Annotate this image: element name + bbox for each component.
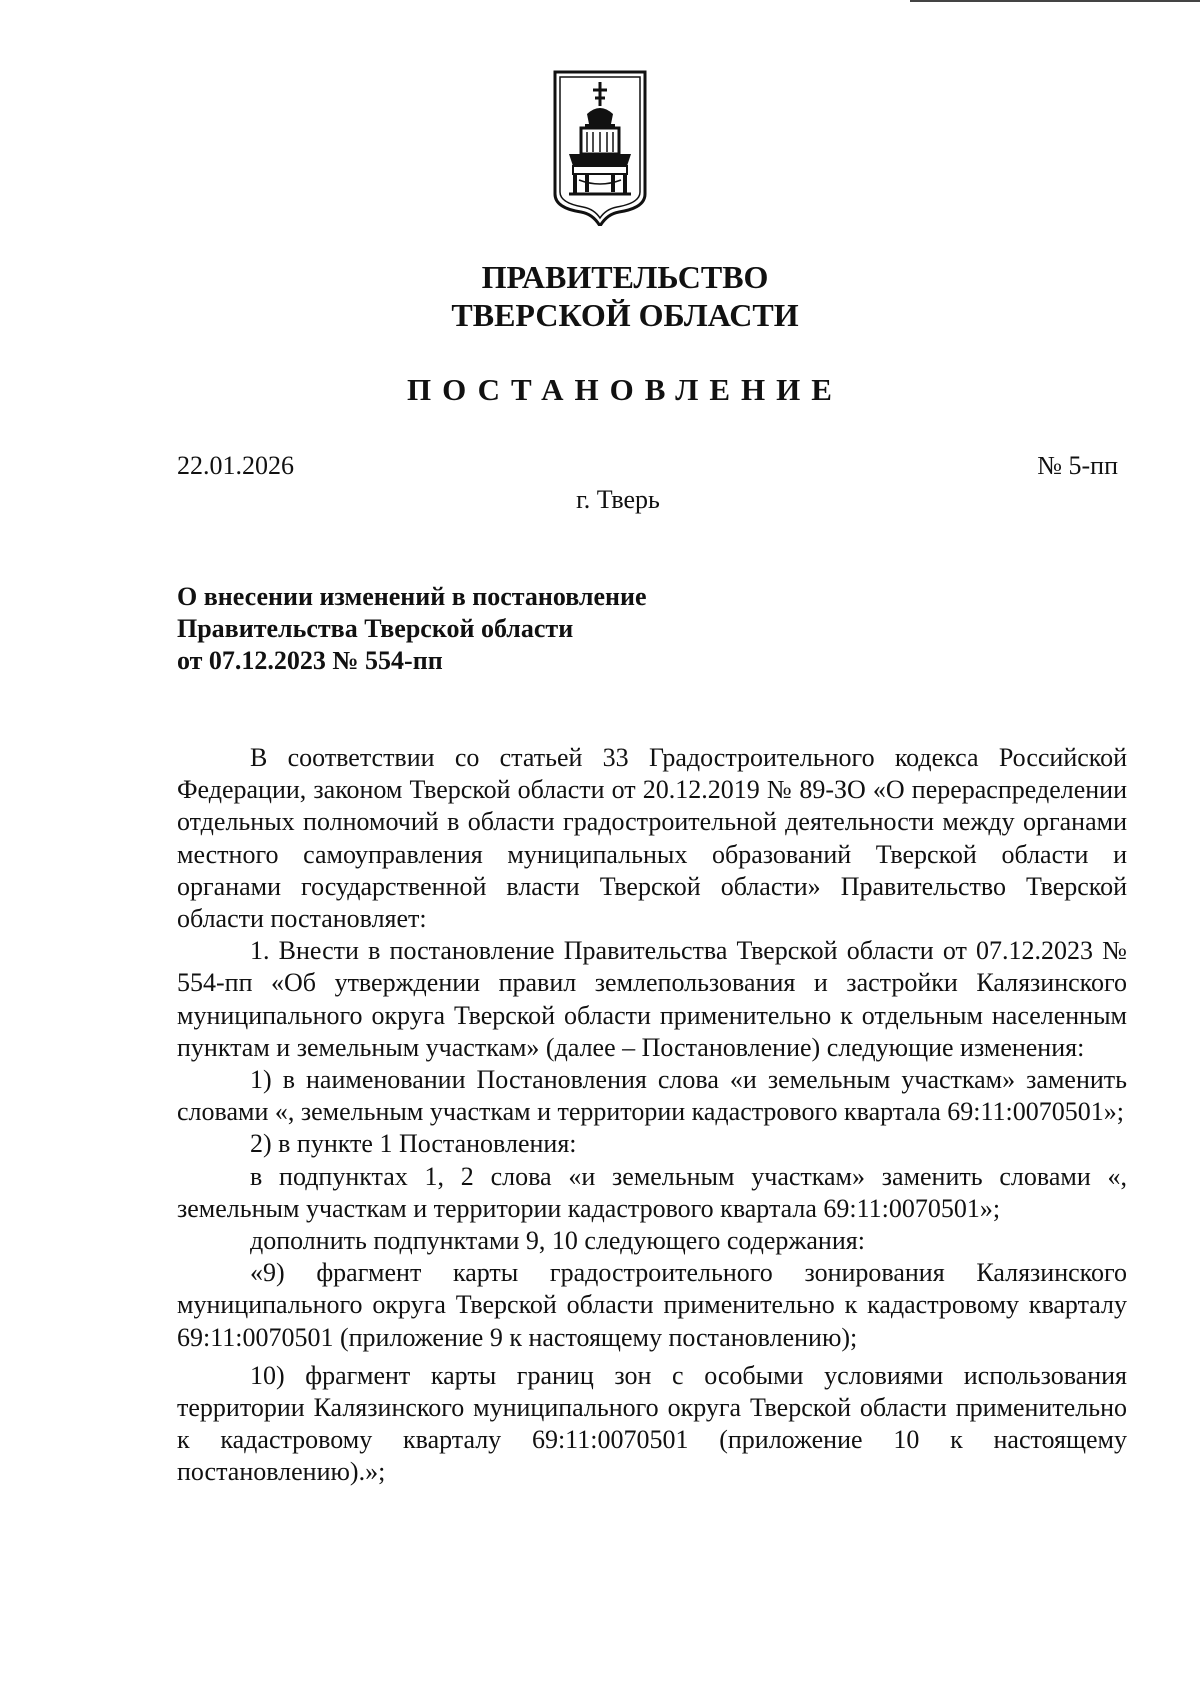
paragraph-item-1: 1. Внести в постановление Правительства Тверской области от 07.12.2023 № 554-пп «Об утверждении правил землепользования и застройки Калязинского муниципального округа Тверской области применительно к отдельным населенным пунктам и земельным участкам» (далее – Постановление) следующие изменения:	[177, 936, 1127, 1062]
document-city: г. Тверь	[576, 485, 660, 514]
paragraph-subitem-9: «9) фрагмент карты градостроительного зонирования Калязинского муниципального округа Тверской области применительно к кадастровому кварталу 69:11:0070501 (приложение 9 к настоящему постановлению);	[177, 1258, 1127, 1352]
paragraph-subitem-1: 1) в наименовании Постановления слова «и земельным участкам» заменить словами «, земельным участкам и территории кадастрового квартала 69:11:0070501»;	[177, 1065, 1127, 1127]
document-date: 22.01.2026	[177, 451, 294, 480]
document-number: № 5-пп	[1037, 451, 1118, 480]
subject-line: Правительства Тверской области	[177, 614, 574, 643]
paragraph-subitem-2: 2) в пункте 1 Постановления:	[250, 1129, 577, 1159]
coat-of-arms-icon	[553, 70, 647, 226]
paragraph-add-subitems: дополнить подпунктами 9, 10 следующего содержания:	[250, 1226, 865, 1256]
paragraph-preamble: В соответствии со статьей 33 Градостроительного кодекса Российской Федерации, законом Тверской области от 20.12.2019 № 89-ЗО «О перераспределении отдельных полномочий в области градостроительной деятельности между органами местного самоуправления муниципальных образований Тверской области и органами государственной власти Тверской области» Правительство Тверской области постановляет:	[177, 743, 1127, 934]
government-name-line1: ПРАВИТЕЛЬСТВО	[481, 259, 769, 295]
document-body	[177, 742, 1127, 1489]
paragraph-subitem-10: 10) фрагмент карты границ зон с особыми условиями использования территории Калязинского муниципального округа Тверской области применительно к кадастровому кварталу 69:11:0070501 (приложение 10 к настоящему постановлению).»;	[177, 1360, 1127, 1487]
subject-line: О внесении изменений в постановление	[177, 582, 647, 611]
paragraph-subitems-1-2: в подпунктах 1, 2 слова «и земельным участкам» заменить словами «, земельным участкам и территории кадастрового квартала 69:11:0070501»;	[177, 1161, 1127, 1223]
government-name-line2: ТВЕРСКОЙ ОБЛАСТИ	[451, 297, 799, 333]
scan-edge-line	[910, 0, 1200, 2]
document-type: ПОСТАНОВЛЕНИЕ	[407, 372, 843, 407]
document-subject	[177, 581, 877, 677]
subject-line: от 07.12.2023 № 554-пп	[177, 646, 443, 675]
